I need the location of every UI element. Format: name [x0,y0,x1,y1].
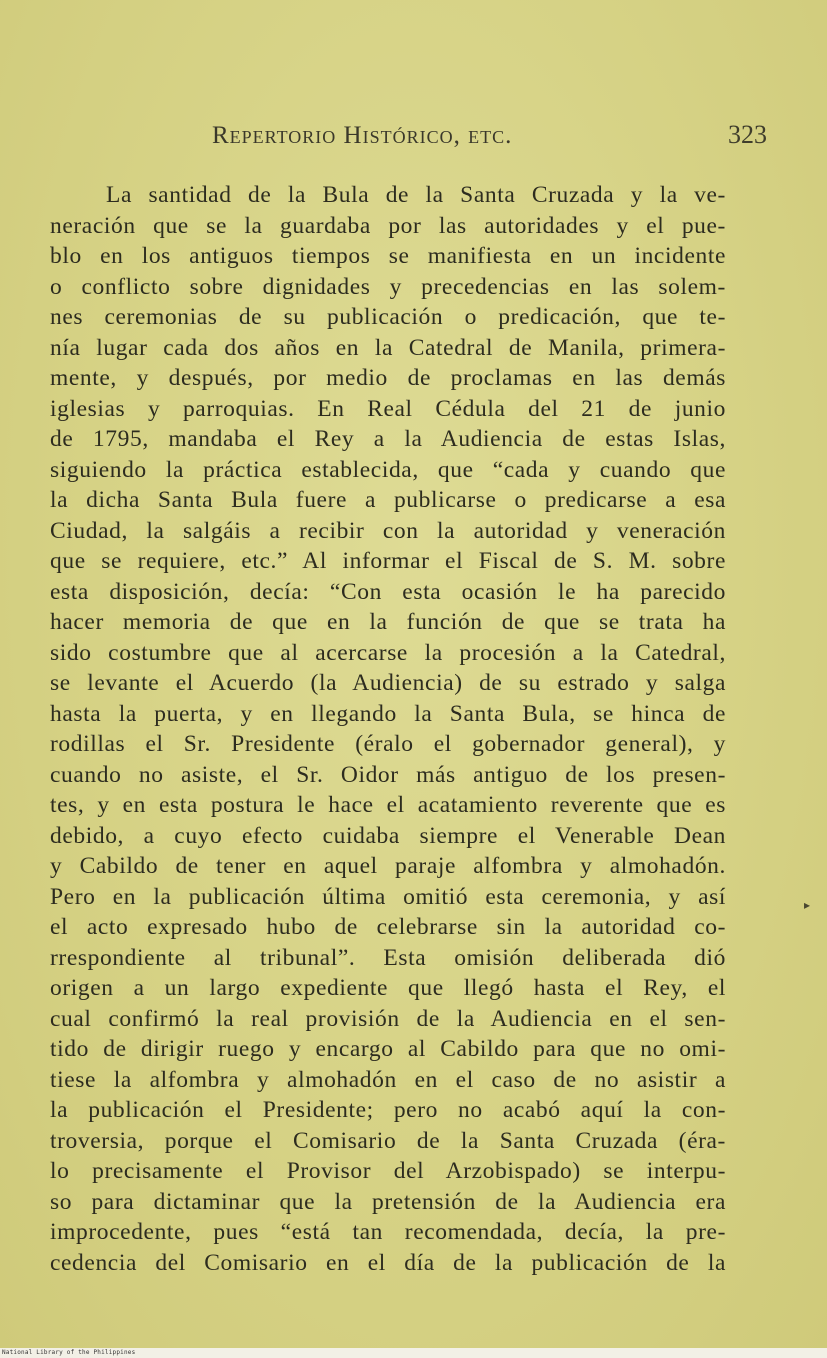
text-line: improcedente, pues “está tan recomendada, decía, la pre- [50,1219,726,1245]
text-line: so para dictaminar que la pretensión de la Audiencia era [50,1188,726,1215]
text-line: cuando no asiste, el Sr. Oidor más antiguo de los presen- [50,761,726,788]
text-line: mente, y después, por medio de proclamas en las demás [50,365,726,391]
text-line: la publicación el Presidente; pero no acabó aquí la con- [50,1097,726,1123]
text-line: hasta la puerta, y en llegando la Santa Bula, se hinca de [50,700,726,727]
text-line: siguiendo la práctica establecida, que “cada y cuando que [50,456,726,483]
text-line: La santidad de la Bula de la Santa Cruzada y la ve- [106,182,726,208]
text-line: o conflicto sobre dignidades y precedencias en las solem- [50,273,726,300]
running-head [212,118,767,158]
text-line: debido, a cuyo efecto cuidaba siempre el Venerable Dean [50,822,726,849]
text-line: cedencia del Comisario en el día de la publicación de la [50,1249,726,1276]
text-line: rrespondiente al tribunal”. Esta omisión deliberada dió [50,944,726,971]
text-line: tiese la alfombra y almohadón en el caso de no asistir a [50,1066,726,1093]
text-line: tido de dirigir ruego y encargo al Cabildo para que no omi- [50,1036,726,1062]
text-line: neración que se la guardaba por las autoridades y el pue- [50,212,726,239]
body-paragraph [50,180,726,1278]
text-line: de 1795, mandaba el Rey a la Audiencia de estas Islas, [50,426,726,452]
text-line: hacer memoria de que en la función de que se trata ha [50,609,726,635]
text-line: se levante el Acuerdo (la Audiencia) de su estrado y salga [50,670,726,696]
text-line: la dicha Santa Bula fuere a publicarse o predicarse a esa [50,487,726,513]
text-line: nía lugar cada dos años en la Catedral de Manila, primera- [50,334,726,361]
text-line: lo precisamente el Provisor del Arzobispado) se interpu- [50,1158,726,1184]
text-line: y Cabildo de tener en aquel paraje alfombra y almohadón. [50,853,726,879]
text-line: blo en los antiguos tiempos se manifiesta en un incidente [50,243,726,269]
text-line: el acto expresado hubo de celebrarse sin la autoridad co- [50,914,726,940]
running-title: Repertorio Histórico, etc. [212,122,513,149]
margin-arrow-icon: ▸ [804,898,811,912]
text-line: que se requiere, etc.” Al informar el Fiscal de S. M. sobre [50,548,726,574]
text-line: Ciudad, la salgáis a recibir con la autoridad y veneración [50,517,726,544]
text-line: origen a un largo expediente que llegó hasta el Rey, el [50,975,726,1001]
page-number: 323 [728,120,767,149]
text-line: iglesias y parroquias. En Real Cédula del 21 de junio [50,395,726,422]
text-line: troversia, porque el Comisario de la Santa Cruzada (éra- [50,1127,726,1154]
text-line: cual confirmó la real provisión de la Audiencia en el sen- [50,1005,726,1032]
text-line: sido costumbre que al acercarse la procesión a la Catedral, [50,639,726,666]
text-line: rodillas el Sr. Presidente (éralo el gobernador general), y [50,731,726,757]
text-line: nes ceremonias de su publicación o predicación, que te- [50,304,726,330]
text-line: tes, y en esta postura le hace el acatamiento reverente que es [50,792,726,818]
text-line: esta disposición, decía: “Con esta ocasión le ha parecido [50,578,726,605]
text-line: Pero en la publicación última omitió esta ceremonia, y así [50,883,726,910]
scan-credit: National Library of the Philippines [2,1349,136,1356]
